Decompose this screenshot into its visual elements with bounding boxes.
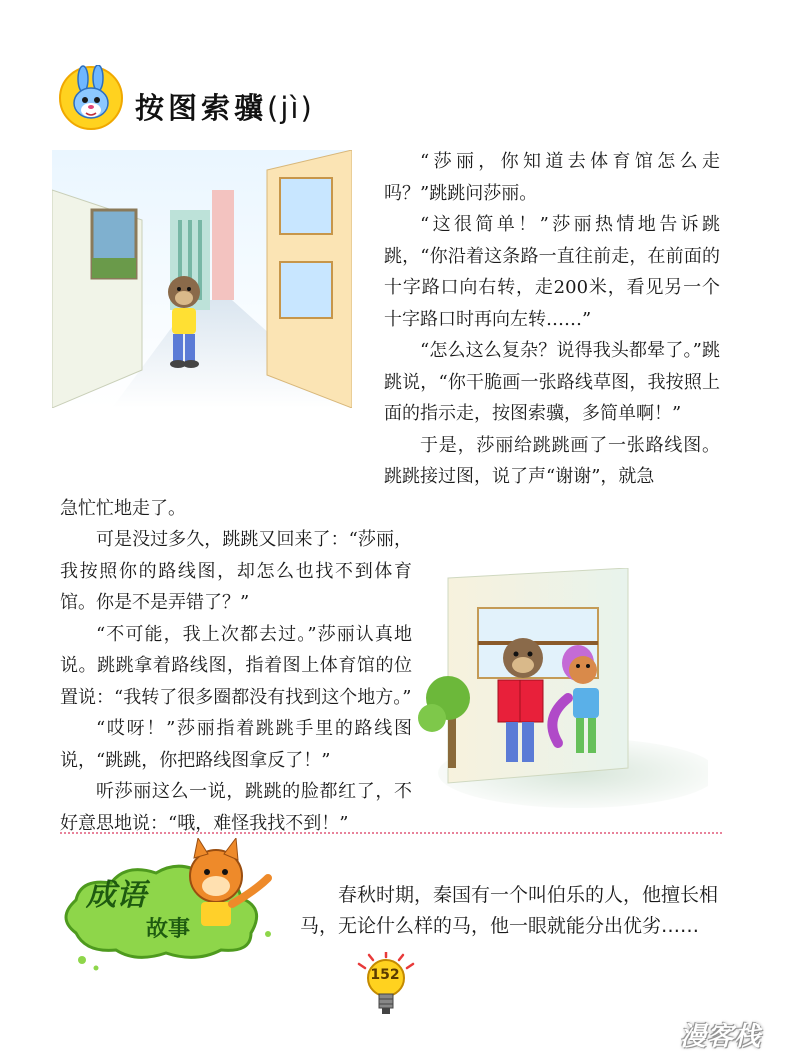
story-right-column	[384, 146, 720, 493]
chengyu-story-text	[300, 880, 730, 942]
chengyu-badge-label-1: 成语	[86, 878, 146, 913]
story-left-column	[60, 524, 412, 839]
page-number: 152	[370, 967, 400, 983]
title-pinyin: (jì)	[267, 91, 314, 125]
story-paragraph: “哎呀！”莎丽指着跳跳手里的路线图说，“跳跳，你把路线图拿反了！”	[60, 718, 412, 771]
story-continuation: 急忙忙地走了。	[60, 498, 186, 519]
lightbulb-icon	[355, 952, 417, 1020]
title-text: 按图索骥	[135, 91, 268, 125]
story-paragraph: “怎么这么复杂？说得我头都晕了。”跳跳说，“你干脆画一张路线草图，我按照上面的指示走，按图索骥，多简单啊！”	[384, 340, 720, 424]
chengyu-badge-label-2: 故事	[146, 917, 191, 942]
watermark-text: 漫客栈	[680, 1022, 762, 1052]
story-paragraph: 听莎丽这么一说，跳跳的脸都红了，不好意思地说：“哦，难怪我找不到！”	[60, 781, 412, 834]
story-paragraph: 可是没过多久，跳跳又回来了：“莎丽，我按照你的路线图，却怎么也找不到体育馆。你是不是弄错了？”	[60, 529, 412, 613]
page-title	[135, 86, 314, 127]
story-paragraph: “莎丽，你知道去体育馆怎么走吗？”跳跳问莎丽。	[384, 151, 720, 204]
story-paragraph: 于是，莎丽给跳跳画了一张路线图。跳跳接过图，说了声“谢谢”，就急	[384, 434, 720, 487]
story-paragraph: “不可能，我上次都去过。”莎丽认真地说。跳跳拿着路线图，指着图上体育馆的位置说：“我转了很多圈都没有找到这个地方。”	[60, 623, 412, 708]
section-divider	[60, 832, 722, 834]
story-paragraph: “这很简单！”莎丽热情地告诉跳跳，“你沿着这条路一直往前走，在前面的十字路口向右转，走200米，看见另一个十字路口时再向左转……”	[384, 214, 720, 330]
chengyu-paragraph: 春秋时期，秦国有一个叫伯乐的人，他擅长相马，无论什么样的马，他一眼就能分出优劣……	[300, 884, 719, 937]
title-mascot-badge	[58, 65, 124, 131]
rabbit-mascot-icon	[58, 65, 124, 131]
street-scene-illustration	[52, 150, 352, 408]
page-number-badge	[355, 952, 417, 1020]
characters-with-map-illustration	[418, 568, 708, 808]
